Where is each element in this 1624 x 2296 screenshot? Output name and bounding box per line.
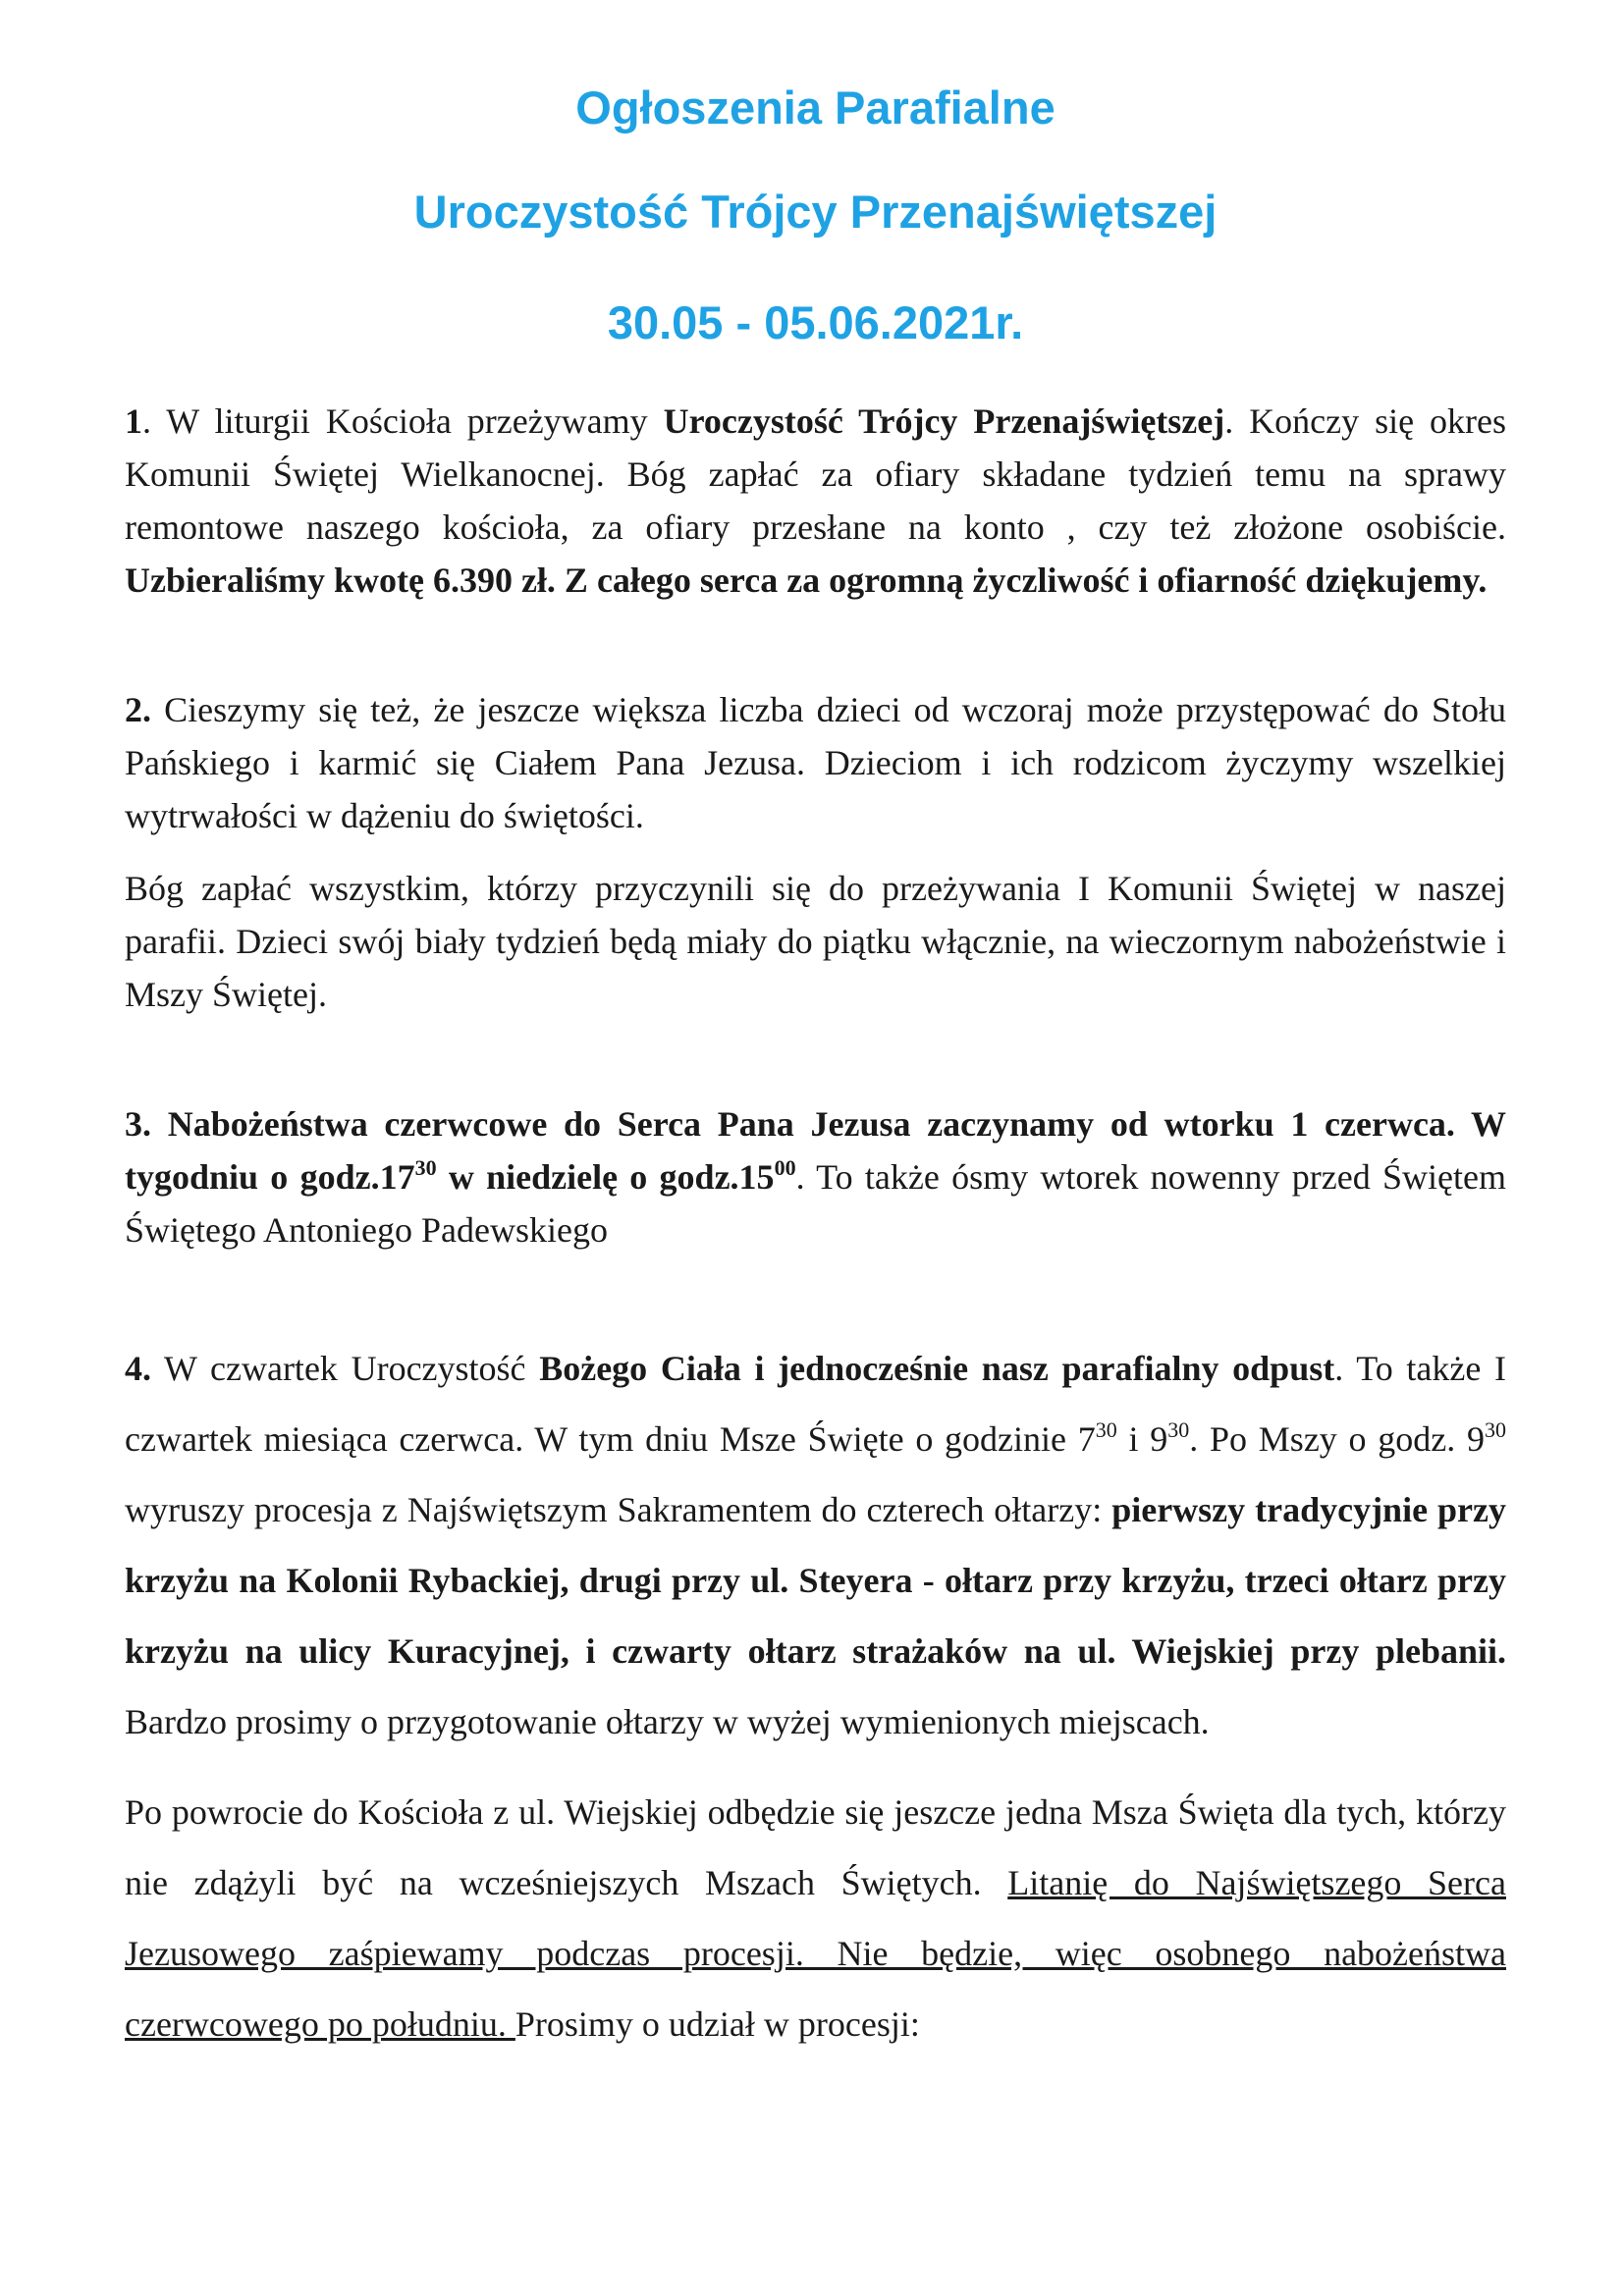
date-range: 30.05 - 05.06.2021r. bbox=[607, 295, 1024, 348]
text: . Kończy się okres Komunii Świętej Wielkanocnej. Bóg zapłać za ofiary składane tydzień temu na sprawy remontowe naszego kościoła, za ofiary przesłane na konto , czy też złożone osobiście. bbox=[125, 401, 1506, 548]
text: . To także ósmy wtorek nowenny przed Świętem Świętego Antoniego Padewskiego bbox=[125, 1157, 1506, 1251]
text: Bóg zapłać wszystkim, którzy przyczynili się do przeżywania I Komunii Świętej w naszej parafii. Dzieci swój biały tydzień będą miały do piątku włącznie, na wieczornym nabożeństwie i Mszy Świętej. bbox=[125, 869, 1506, 1015]
page-title: Ogłoszenia Parafialne bbox=[575, 81, 1056, 133]
superscript: 30 bbox=[1095, 1417, 1117, 1443]
bold-text: 3. Nabożeństwa czerwcowe do Serca Pana Jezusa zaczynamy od wtorku 1 czerwca. W tygodniu o godz.17 bbox=[125, 1104, 1506, 1198]
superscript: 30 bbox=[414, 1155, 437, 1181]
announcements-body bbox=[125, 395, 1506, 2059]
text: . Po Mszy o godz. 9 bbox=[1189, 1419, 1486, 1460]
announcement-2-continued bbox=[125, 862, 1506, 1021]
announcement-1 bbox=[125, 395, 1506, 607]
announcement-4 bbox=[125, 1333, 1506, 1757]
underlined-text: Litanię do Najświętszego Serca Jezusowego zaśpiewamy podczas procesji. Nie będzie, więc osobnego nabożeństwa czerwcowego po południu. bbox=[125, 1863, 1506, 2045]
text: . To także I czwartek miesiąca czerwca. W tym dniu Msze Święte o godzinie 7 bbox=[125, 1349, 1506, 1460]
text: Prosimy o udział w procesji: bbox=[514, 2004, 920, 2045]
text: W czwartek Uroczystość bbox=[151, 1349, 540, 1389]
text: Bardzo prosimy o przygotowanie ołtarzy w wyżej wymienionych miejscach. bbox=[125, 1702, 1210, 1742]
item-number: 2. bbox=[125, 690, 151, 730]
bold-text: Bożego Ciała i jednocześnie nasz parafialny odpust bbox=[539, 1349, 1335, 1389]
text: i 9 bbox=[1116, 1419, 1168, 1460]
bold-text: Uzbieraliśmy kwotę 6.390 zł. Z całego serca za ogromną życzliwość i ofiarność dziękujemy. bbox=[125, 561, 1488, 601]
page-subtitle: Uroczystość Trójcy Przenajświętszej bbox=[413, 186, 1218, 239]
text: wyruszy procesja z Najświętszym Sakramentem do czterech ołtarzy: bbox=[125, 1490, 1112, 1530]
announcement-4-continued bbox=[125, 1777, 1506, 2059]
bold-text: w niedzielę o godz.15 bbox=[436, 1157, 775, 1198]
superscript: 30 bbox=[1167, 1417, 1190, 1443]
superscript: 00 bbox=[774, 1155, 796, 1181]
bold-text: pierwszy tradycyjnie przy krzyżu na Kolonii Rybackiej, drugi przy ul. Steyera - ołtarz przy krzyżu, trzeci ołtarz przy krzyżu na ulicy Kuracyjnej, i czwarty ołtarz strażaków na ul. Wiejskiej przy plebanii. bbox=[125, 1490, 1506, 1672]
text: Po powrocie do Kościoła z ul. Wiejskiej odbędzie się jeszcze jedna Msza Święta dla tych, którzy nie zdążyli być na wcześniejszych Mszach Świętych. bbox=[125, 1792, 1506, 1903]
announcement-2 bbox=[125, 683, 1506, 842]
text: Cieszymy się też, że jeszcze większa liczba dzieci od wczoraj może przystępować do Stołu Pańskiego i karmić się Ciałem Pana Jezusa. Dzieciom i ich rodzicom życzymy wszelkiej wytrwałości w dążeniu do świętości. bbox=[125, 690, 1506, 836]
text: . W liturgii Kościoła przeżywamy bbox=[142, 401, 664, 442]
item-number: 4. bbox=[125, 1349, 151, 1389]
announcement-3 bbox=[125, 1097, 1506, 1256]
bold-text: Uroczystość Trójcy Przenajświętszej bbox=[663, 401, 1225, 442]
superscript: 30 bbox=[1485, 1417, 1507, 1443]
item-number: 1 bbox=[125, 401, 142, 442]
